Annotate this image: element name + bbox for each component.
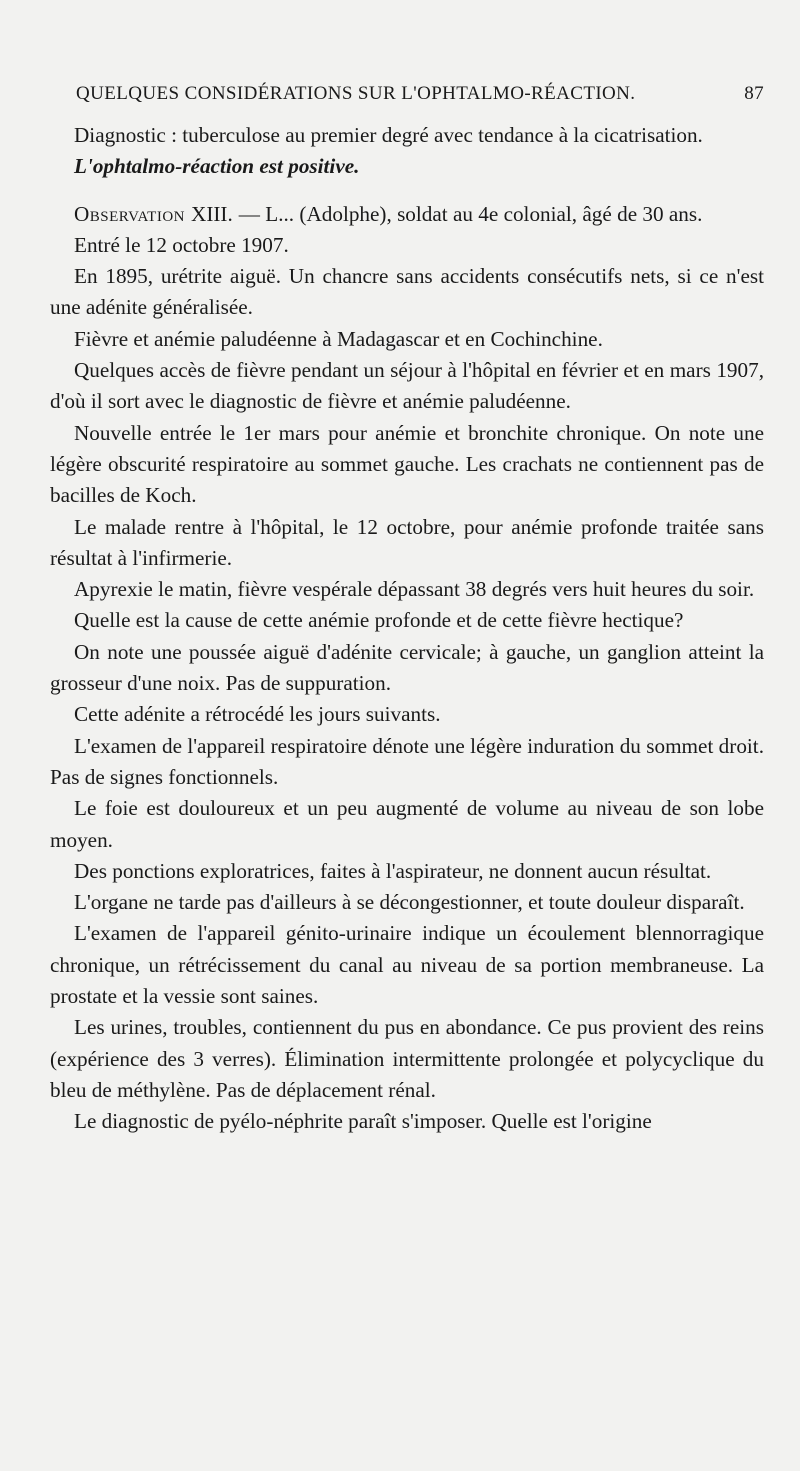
paragraph: Apyrexie le matin, fièvre vespérale dépassant 38 degrés vers huit heures du soir.	[74, 577, 755, 602]
paragraph: L'examen de l'appareil génito-urinaire indique un écoulement blennorragique chronique, un rétrécissement du canal au niveau de sa portion membraneuse. La prostate et la vessie sont saines.	[50, 921, 764, 1009]
paragraph: Des ponctions exploratrices, faites à l'aspirateur, ne donnent aucun résultat.	[74, 858, 712, 883]
paragraph: L'organe ne tarde pas d'ailleurs à se décongestionner, et toute douleur disparaît.	[74, 890, 745, 915]
running-head	[76, 78, 764, 110]
paragraph: En 1895, urétrite aiguë. Un chancre sans accidents consécutifs nets, si ce n'est une adénite généralisée.	[50, 264, 764, 320]
observation-label: Observation	[74, 201, 186, 226]
paragraph: Le malade rentre à l'hôpital, le 12 octobre, pour anémie profonde traitée sans résultat à l'infirmerie.	[50, 514, 764, 570]
paragraph: Fièvre et anémie paludéenne à Madagascar et en Cochinchine.	[74, 326, 603, 351]
paragraph: Quelques accès de fièvre pendant un séjour à l'hôpital en février et en mars 1907, d'où il sort avec le diagnostic de fièvre et anémie paludéenne.	[50, 358, 764, 414]
observation-heading	[50, 199, 764, 230]
paragraph: Les urines, troubles, contiennent du pus en abondance. Ce pus provient des reins (expérience des 3 verres). Élimination intermittente prolongée et polycyclique du bleu de méthylène. Pas de déplacement rénal.	[50, 1015, 764, 1102]
page-number: 87	[744, 83, 764, 104]
observation-text: — L... (Adolphe), soldat au 4e colonial, âgé de 30 ans.	[238, 201, 703, 226]
observation-number: XIII.	[191, 201, 233, 226]
paragraph: Diagnostic : tuberculose au premier degré avec tendance à la cicatrisation.	[74, 123, 703, 147]
paragraph: Nouvelle entrée le 1er mars pour anémie et bronchite chronique. On note une légère obscurité respiratoire au sommet gauche. Les crachats ne contiennent pas de bacilles de Koch.	[50, 420, 764, 508]
paragraph: Quelle est la cause de cette anémie profonde et de cette fièvre hectique?	[74, 608, 684, 633]
body-text	[50, 120, 764, 1138]
paragraph: Le foie est douloureux et un peu augmenté de volume au niveau de son lobe moyen.	[50, 796, 764, 852]
paragraph: L'examen de l'appareil respiratoire dénote une légère induration du sommet droit. Pas de signes fonctionnels.	[50, 733, 764, 789]
running-title: QUELQUES CONSIDÉRATIONS SUR L'OPHTALMO-RÉACTION.	[76, 83, 636, 104]
paragraph: On note une poussée aiguë d'adénite cervicale; à gauche, un ganglion atteint la grosseur d'une noix. Pas de suppuration.	[50, 639, 764, 696]
book-page	[50, 78, 764, 1138]
paragraph: Cette adénite a rétrocédé les jours suivants.	[74, 702, 441, 727]
paragraph: Entré le 12 octobre 1907.	[74, 232, 289, 257]
paragraph: Le diagnostic de pyélo-néphrite paraît s'imposer. Quelle est l'origine	[74, 1109, 652, 1134]
paragraph-italic-conclusion: L'ophtalmo-réaction est positive.	[74, 154, 360, 179]
